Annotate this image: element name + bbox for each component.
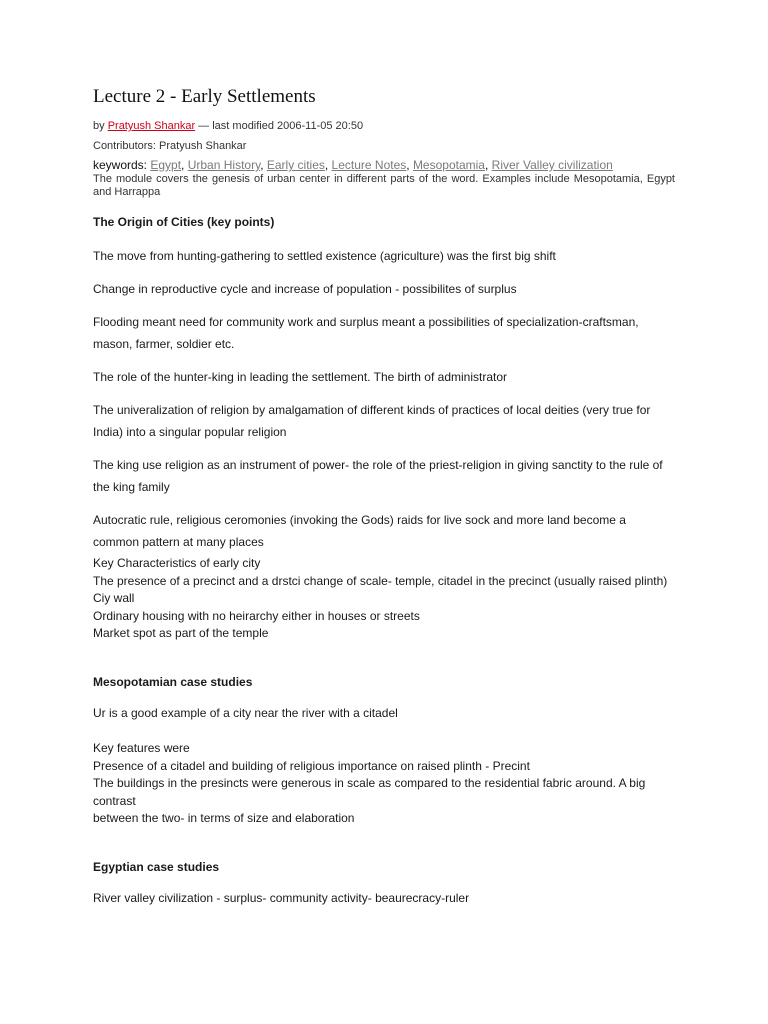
paragraph: Flooding meant need for community work and surplus meant a possibilities of specialization-craftsman, mason, farmer, soldier etc.: [93, 315, 639, 351]
text-line: Ordinary housing with no heirarchy either in houses or streets: [93, 608, 420, 623]
keywords-label: keywords:: [93, 158, 151, 172]
text-line: Key features were: [93, 741, 190, 755]
paragraph: The univeralization of religion by amalgamation of different kinds of practices of local deities (very true for India) into a singular popular religion: [93, 403, 651, 439]
text-line: Ciy wall: [93, 591, 135, 605]
section-heading-origin-of-cities: The Origin of Cities (key points): [93, 215, 275, 229]
byline-prefix: by: [93, 120, 108, 132]
paragraph: River valley civilization - surplus- community activity- beaurecracy-ruler: [93, 890, 470, 905]
text-line: The buildings in the presincts were generous in scale as compared to the residential fabric around. A big contrast: [93, 776, 646, 808]
text-line: Key Characteristics of early city: [93, 556, 261, 570]
text-line: between the two- in terms of size and elaboration: [93, 811, 355, 825]
page-title: Lecture 2 - Early Settlements: [93, 86, 316, 107]
description: The module covers the genesis of urban center in different parts of the word. Examples include Mesopotamia, Egypt and Harrappa: [93, 173, 675, 198]
text-line: Market spot as part of the temple: [93, 626, 269, 640]
document-page: [93, 86, 675, 907]
section-heading-egyptian: Egyptian case studies: [93, 859, 220, 874]
spacer: [93, 643, 675, 675]
keyword-link-mesopotamia[interactable]: Mesopotamia: [412, 158, 485, 172]
text-line: The presence of a precinct and a drstci change of scale- temple, citadel in the precinct (usually raised plinth): [93, 573, 668, 588]
keyword-link-early-cities[interactable]: Early cities: [266, 158, 325, 172]
keyword-link-river-valley-civilization[interactable]: River Valley civilization: [491, 158, 613, 172]
byline-modified: — last modified 2006-11-05 20:50: [195, 120, 364, 132]
paragraph: Change in reproductive cycle and increase of population - possibilites of surplus: [93, 282, 517, 296]
paragraph: The role of the hunter-king in leading the settlement. The birth of administrator: [93, 370, 508, 384]
keyword-link-urban-history[interactable]: Urban History: [187, 158, 261, 172]
keyword-link-egypt[interactable]: Egypt: [150, 158, 182, 172]
byline: [93, 118, 675, 134]
paragraph: The move from hunting-gathering to settled existence (agriculture) was the first big shift: [93, 249, 556, 263]
contributors: Contributors: Pratyush Shankar: [93, 140, 247, 152]
paragraph: The king use religion as an instrument of power- the role of the priest-religion in giving sanctity to the rule of the king family: [93, 458, 663, 494]
keyword-link-lecture-notes[interactable]: Lecture Notes: [331, 158, 407, 172]
paragraph: Autocratic rule, religious ceromonies (invoking the Gods) raids for live sock and more land become a common pattern at many places: [93, 513, 626, 549]
spacer: [93, 828, 675, 860]
keywords: keywords: Egypt, Urban History, Early cities, Lecture Notes, Mesopotamia, River Valley civilization: [93, 158, 613, 172]
paragraph: Ur is a good example of a city near the river with a citadel: [93, 705, 398, 720]
author-link[interactable]: Pratyush Shankar: [107, 120, 196, 132]
spacer: [93, 722, 675, 740]
section-heading-mesopotamian: Mesopotamian case studies: [93, 674, 253, 689]
text-line: Presence of a citadel and building of religious importance on raised plinth - Precint: [93, 758, 530, 773]
